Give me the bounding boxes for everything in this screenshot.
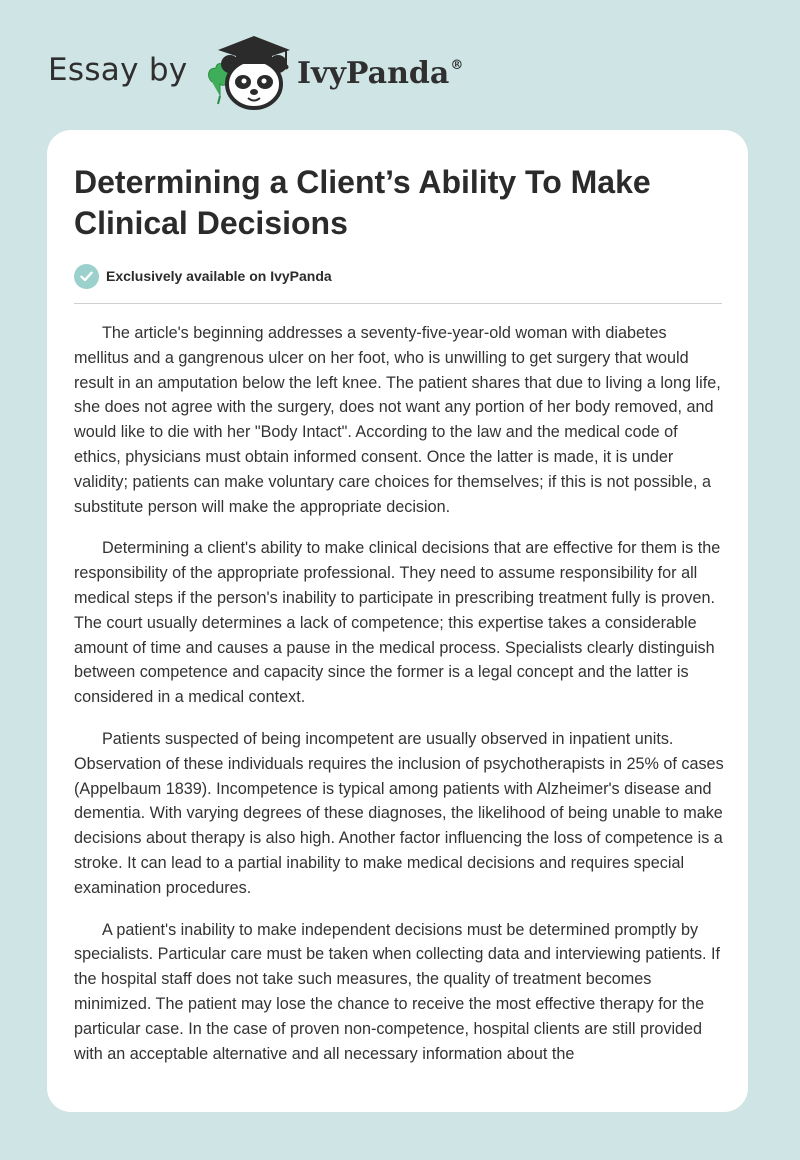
registered-mark: ® (450, 58, 464, 73)
paragraph: The article's beginning addresses a seventy-five-year-old woman with diabetes mellitus and a gangrenous ulcer on her foot, who is unwilling to get surgery that would result in an amputation below the left knee. The patient shares that due to living a long life, she does not agree with the surgery, does not want any portion of her body removed, and would like to die with her "Body Intact". According to the law and the medical code of ethics, physicians must obtain informed consent. Once the latter is made, it is under validity; patients can make voluntary care choices for themselves; if this is not possible, a substitute person will make the appropriate decision. (74, 324, 721, 516)
essay-title: Determining a Client’s Ability To Make Clinical Decisions (74, 164, 651, 241)
exclusive-badge (74, 263, 332, 289)
brand-name[interactable]: IvyPanda® (297, 56, 464, 91)
site-header (48, 30, 548, 110)
essay-card (47, 130, 748, 1112)
check-circle-icon (74, 264, 99, 289)
paragraph: Determining a client's ability to make clinical decisions that are effective for them is the responsibility of the appropriate professional. They need to assume responsibility for all medical steps if the person's inability to participate in prescribing treatment fully is proven. The court usually determines a lack of competence; this expertise takes a considerable amount of time and causes a pause in the medical process. Specialists clearly distinguish between competence and capacity since the former is a legal concept and the latter is considered in a medical context. (74, 539, 721, 707)
panda-graduation-cap-logo-icon (202, 32, 294, 112)
paragraph: Patients suspected of being incompetent are usually observed in inpatient units. Observation of these individuals requires the inclusion of psychotherapists in 25% of cases (Appelbaum 1839). Incompetence is typical among patients with Alzheimer's disease and dementia. With varying degrees of these diagnoses, the likelihood of being unable to make decisions about therapy is also high. Another factor influencing the loss of competence is a stroke. It can lead to a partial inability to make medical decisions and requires special examination procedures. (74, 729, 724, 897)
badge-text: Exclusively available on IvyPanda (106, 268, 332, 284)
essay-by-label: Essay by (48, 52, 188, 88)
essay-body (74, 321, 724, 1083)
divider (74, 303, 722, 304)
paragraph: A patient's inability to make independent decisions must be determined promptly by specialists. Particular care must be taken when collecting data and interviewing patients. If the hospital staff does not take such measures, the quality of treatment becomes minimized. The patient may lose the chance to receive the most effective therapy for the particular case. In the case of proven non-competence, hospital clients are still provided with an acceptable alternative and all necessary information about the (74, 920, 721, 1063)
